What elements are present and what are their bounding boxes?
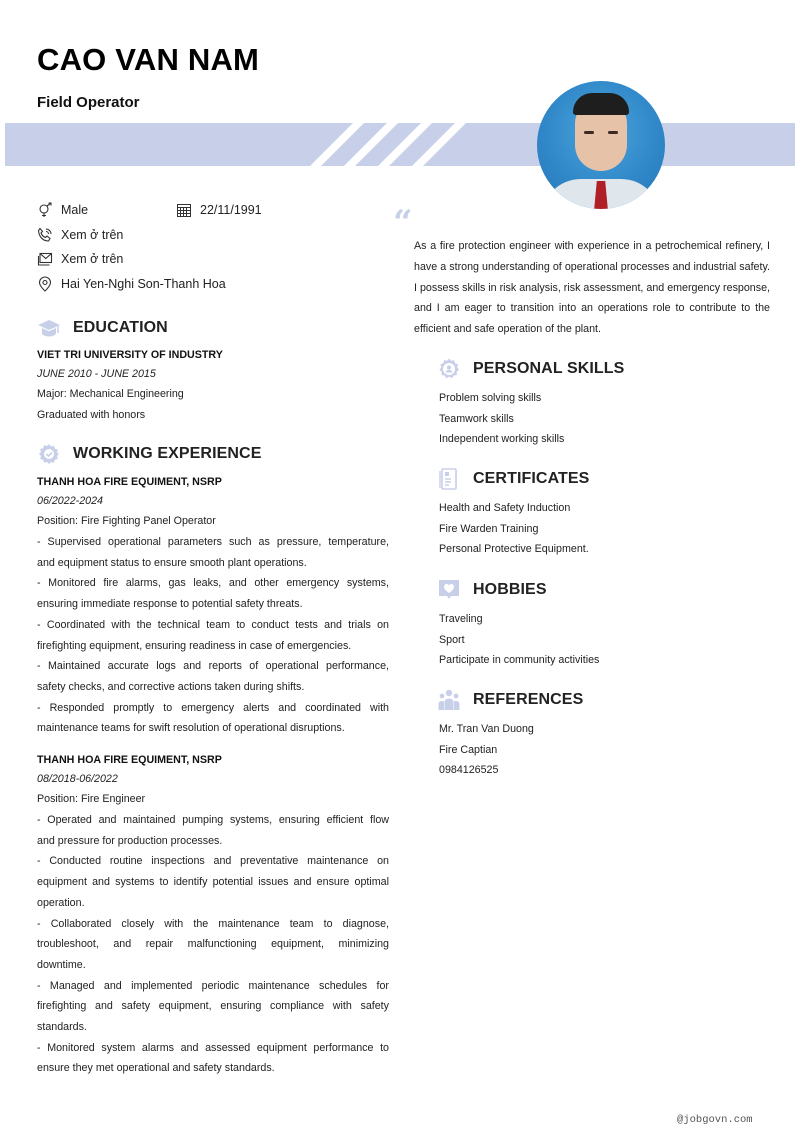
job-duty-line: ensuring immediate response to potential safety threats.	[37, 598, 303, 611]
job-duty-line: firefighting and safety equipment, ensuring compliance with safety	[37, 1000, 389, 1013]
quote-icon: “	[393, 203, 413, 243]
hobby-item: Sport	[439, 633, 465, 646]
job-duty-line: - Supervised operational parameters such as pressure, temperature,	[37, 536, 389, 549]
job-duty-line: maintenance teams for swift resolution of operational disruptions.	[37, 722, 345, 735]
phone-value[interactable]: Xem ở trên	[61, 228, 124, 242]
skill-item: Problem solving skills	[439, 392, 542, 404]
references-list	[439, 719, 769, 781]
education-heading	[37, 316, 168, 340]
school-name: VIET TRI UNIVERSITY OF INDUSTRY	[37, 349, 223, 361]
skills-title: PERSONAL SKILLS	[473, 360, 625, 377]
hobbies-title: HOBBIES	[473, 581, 547, 598]
certificate-item: Health and Safety Induction	[439, 502, 571, 514]
job-position: Position: Fire Fighting Panel Operator	[37, 515, 216, 528]
summary-text: As a fire protection engineer with experience in a petrochemical refinery, I have a strong understanding of operational processes and industrial safety. I possess skills in risk analysis, risk assessment, and emergency response, and I am eager to transition into an operations role to contribute to the efficient and safe operation of the plant.	[414, 240, 770, 336]
graduation-cap-icon	[37, 316, 61, 340]
job-duty-line: downtime.	[37, 958, 86, 971]
location-pin-icon	[37, 276, 53, 292]
email-icon	[37, 251, 53, 267]
job-duty-line: firefighting equipment, ensuring readiness in case of emergencies.	[37, 639, 352, 652]
skill-item: Teamwork skills	[439, 412, 514, 425]
skills-heading	[437, 357, 624, 381]
hobbies-list	[439, 609, 769, 671]
job-duty-line: - Operated and maintained pumping systems, ensuring efficient flow	[37, 814, 389, 827]
certificates-title: CERTIFICATES	[473, 470, 590, 487]
candidate-name: CAO VAN NAM	[37, 42, 260, 77]
job-company: THANH HOA FIRE EQUIMENT, NSRP	[37, 476, 222, 488]
job-duty-line: - Monitored system alarms and assessed equipment performance to	[37, 1041, 389, 1054]
certificate-document-icon	[437, 467, 461, 491]
job-duty-line: safety checks, and corrective actions taken during shifts.	[37, 680, 305, 693]
avatar-hair	[573, 93, 629, 115]
job-duty-line: - Managed and implemented periodic maintenance schedules for	[37, 979, 389, 992]
reference-phone: 0984126525	[439, 764, 499, 777]
education-title: EDUCATION	[73, 319, 168, 336]
job-duty-line: - Collaborated closely with the maintenance team to diagnose,	[37, 917, 389, 930]
job-duty-line: - Maintained accurate logs and reports of operational performance,	[37, 660, 389, 673]
contact-email	[37, 251, 123, 267]
birthday-value: 22/11/1991	[200, 203, 262, 217]
references-heading	[437, 688, 583, 712]
gender-value: Male	[61, 203, 89, 217]
phone-icon	[37, 227, 53, 243]
banner-stripe	[293, 123, 374, 166]
job-company: THANH HOA FIRE EQUIMENT, NSRP	[37, 754, 222, 766]
gender-icon	[37, 202, 53, 218]
job-entry	[37, 472, 389, 739]
job-duty-line: - Monitored fire alarms, gas leaks, and other emergency systems,	[37, 577, 389, 590]
experience-title: WORKING EXPERIENCE	[73, 445, 262, 462]
education-major: Major: Mechanical Engineering	[37, 388, 184, 401]
avatar-photo	[537, 81, 665, 209]
contact-phone	[37, 227, 123, 243]
job-entry	[37, 750, 389, 1079]
education-period: JUNE 2010 - JUNE 2015	[37, 367, 156, 380]
contact-address	[37, 276, 226, 292]
header-banner	[5, 123, 795, 166]
certificates-list	[439, 498, 769, 560]
education-note: Graduated with honors	[37, 409, 146, 422]
avatar-eye	[608, 131, 618, 134]
reference-name: Mr. Tran Van Duong	[439, 723, 534, 735]
job-title: Field Operator	[37, 94, 140, 111]
certificates-heading	[437, 467, 589, 491]
job-duty-line: - Coordinated with the technical team to conduct tests and trials on	[37, 618, 389, 631]
contact-gender	[37, 202, 88, 218]
heart-bubble-icon	[437, 578, 461, 602]
skill-item: Independent working skills	[439, 433, 565, 446]
job-duty-line: standards.	[37, 1020, 87, 1033]
hobby-item: Participate in community activities	[439, 654, 600, 667]
experience-heading	[37, 442, 262, 466]
people-group-icon	[437, 688, 461, 712]
avatar-eye	[584, 131, 594, 134]
job-duty-line: equipment and systems to identify potential issues and ensure optimal	[37, 876, 389, 889]
calendar-icon	[176, 202, 192, 218]
certificate-item: Personal Protective Equipment.	[439, 543, 589, 556]
job-duty-line: and pressure for production processes.	[37, 834, 223, 847]
job-duty-line: operation.	[37, 896, 85, 909]
hobbies-heading	[437, 578, 547, 602]
job-duty-line: - Conducted routine inspections and preventative maintenance on	[37, 855, 389, 868]
job-duty-line: and equipment status to ensure smooth plant operations.	[37, 556, 307, 569]
education-entry	[37, 345, 389, 426]
certificate-item: Fire Warden Training	[439, 522, 539, 535]
person-gear-icon	[437, 357, 461, 381]
job-period: 06/2022-2024	[37, 494, 103, 507]
watermark: @jobgovn.com	[677, 1114, 753, 1126]
job-duty-line: troubleshoot, and repair malfunctioning equipment, minimizing	[37, 938, 389, 951]
gear-check-icon	[37, 442, 61, 466]
job-duty-line: - Responded promptly to emergency alerts and coordinated with	[37, 701, 389, 714]
job-position: Position: Fire Engineer	[37, 793, 146, 806]
skills-list	[439, 388, 769, 450]
address-value: Hai Yen-Nghi Son-Thanh Hoa	[61, 277, 226, 291]
hobby-item: Traveling	[439, 613, 483, 625]
references-title: REFERENCES	[473, 691, 584, 708]
job-duty-line: ensure they met operational and safety standards.	[37, 1062, 275, 1075]
job-period: 08/2018-06/2022	[37, 772, 118, 785]
reference-title: Fire Captian	[439, 743, 498, 756]
email-value[interactable]: Xem ở trên	[61, 252, 124, 266]
contact-birthday	[176, 202, 262, 218]
